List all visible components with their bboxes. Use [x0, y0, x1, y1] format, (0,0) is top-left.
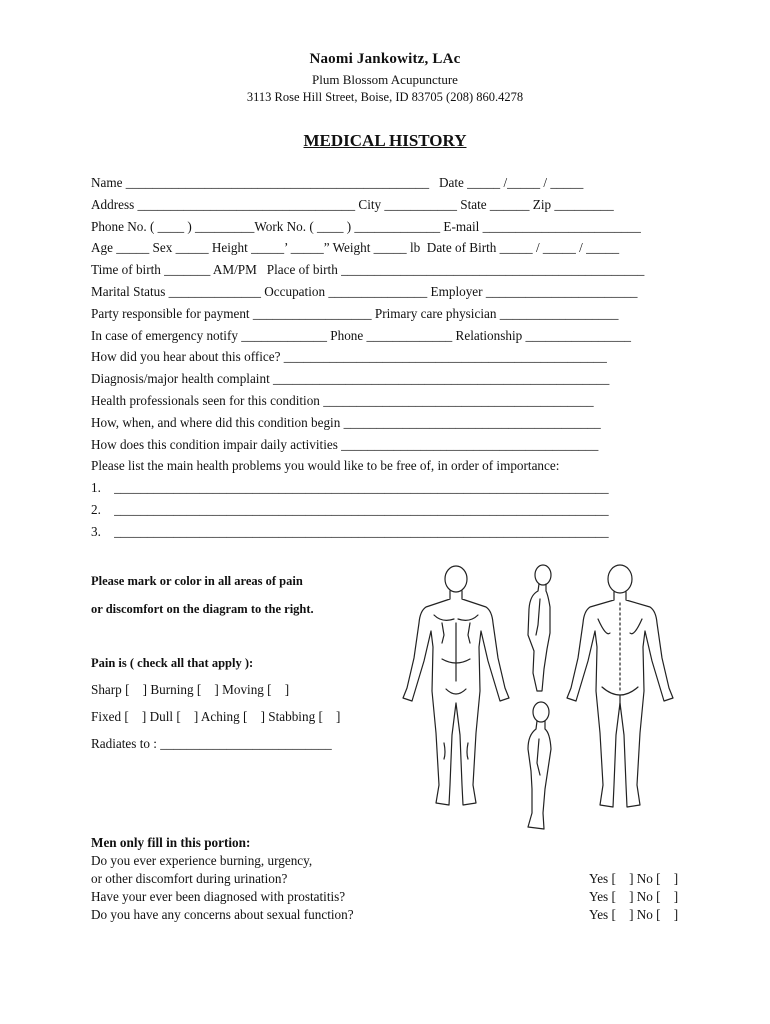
urination-yes-no[interactable]: Yes [ ] No [ ]	[589, 871, 679, 886]
urination-question-line-2: or other discomfort during urination?	[91, 871, 288, 886]
form-title: MEDICAL HISTORY	[303, 131, 467, 150]
referral-field[interactable]: How did you hear about this office? _________________________________________________	[91, 349, 607, 364]
body-diagram-icon[interactable]	[398, 563, 698, 833]
professionals-seen-field[interactable]: Health professionals seen for this condition _________________________________________	[91, 393, 594, 408]
age-sex-height-field[interactable]: Age _____ Sex _____ Height _____’ _____” Weight _____ lb Date of Birth _____ / _____ / _____	[91, 240, 620, 255]
front-figure	[403, 566, 509, 805]
problem-line-3[interactable]: 3. ___________________________________________________________________________	[91, 524, 609, 539]
diagnosis-field[interactable]: Diagnosis/major health complaint ___________________________________________________	[91, 371, 610, 386]
payment-physician-field[interactable]: Party responsible for payment __________________ Primary care physician __________________	[91, 306, 619, 321]
side-figure-lower	[528, 702, 551, 829]
side-figure-upper	[528, 565, 551, 691]
pain-type-heading: Pain is ( check all that apply ):	[91, 656, 254, 670]
birth-time-place-field[interactable]: Time of birth _______ AM/PM Place of birth ______________________________________________	[91, 262, 645, 277]
condition-onset-field[interactable]: How, when, and where did this condition begin _______________________________________	[91, 415, 601, 430]
men-section-heading: Men only fill in this portion:	[91, 835, 251, 850]
emergency-contact-field[interactable]: In case of emergency notify _____________ Phone _____________ Relationship ________________	[91, 328, 632, 343]
address-field[interactable]: Address _________________________________ City ___________ State ______ Zip _________	[91, 197, 614, 212]
pain-instruction-1: Please mark or color in all areas of pain	[91, 574, 303, 588]
pain-instruction-2: or discomfort on the diagram to the right.	[91, 602, 314, 616]
marital-occupation-field[interactable]: Marital Status ______________ Occupation _______________ Employer _______________________	[91, 284, 638, 299]
clinic-name: Plum Blossom Acupuncture	[312, 72, 458, 87]
problems-instruction: Please list the main health problems you would like to be free of, in order of importance:	[91, 458, 560, 473]
phone-field[interactable]: Phone No. ( ____ ) _________Work No. ( ____ ) _____________ E-mail ________________________	[91, 219, 641, 234]
sexual-function-question: Do you have any concerns about sexual function?	[91, 907, 354, 922]
prostatitis-yes-no[interactable]: Yes [ ] No [ ]	[589, 889, 679, 904]
clinic-address: 3113 Rose Hill Street, Boise, ID 83705 (208) 860.4278	[246, 90, 524, 104]
practitioner-name: Naomi Jankowitz, LAc	[309, 51, 461, 67]
sexual-function-yes-no[interactable]: Yes [ ] No [ ]	[589, 907, 679, 922]
pain-type-row-1[interactable]: Sharp [ ] Burning [ ] Moving [ ]	[91, 682, 290, 697]
back-figure	[567, 565, 673, 807]
radiates-field[interactable]: Radiates to : __________________________	[91, 736, 332, 751]
prostatitis-question: Have your ever been diagnosed with prostatitis?	[91, 889, 346, 904]
problem-line-1[interactable]: 1. ___________________________________________________________________________	[91, 480, 609, 495]
pain-type-row-2[interactable]: Fixed [ ] Dull [ ] Aching [ ] Stabbing [ ]	[91, 709, 341, 724]
urination-question-line-1: Do you ever experience burning, urgency,	[91, 853, 313, 868]
problem-line-2[interactable]: 2. ___________________________________________________________________________	[91, 502, 609, 517]
daily-impact-field[interactable]: How does this condition impair daily activities _______________________________________	[91, 437, 599, 452]
name-date-field[interactable]: Name ______________________________________________ Date _____ /_____ / _____	[91, 175, 584, 190]
